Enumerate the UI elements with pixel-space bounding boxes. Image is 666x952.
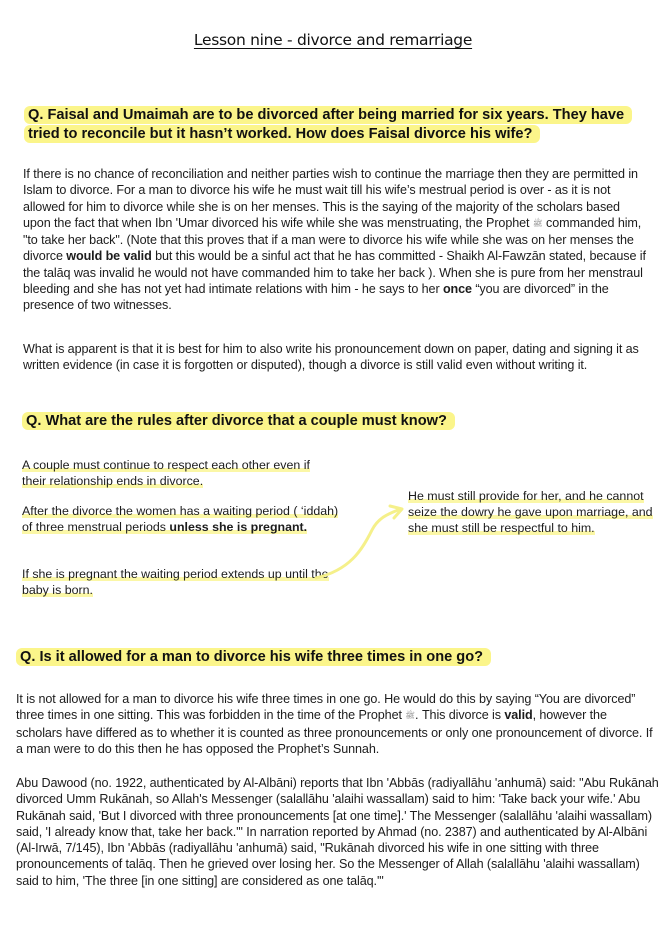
answer-1-paragraph-1: If there is no chance of reconciliation and neither parties wish to continue the marriage then they are permitted in Islam to divorce. For a man to divorce his wife he must wait till his wife’s mestrual period is over - as it is not allowed for him to divorce while she is on her menses. This is the saying of the majority of the scholars based upon the fact that when Ibn 'Umar divorced his wife while she was menstruating, the Prophet ﷺ commanded him, "to take her back". (Note that this proves that if a man were to divorce his wife while she was on her menses the divorce would be valid but this would be a sinful act that he has committed - Shaikh Al-Fawzān stated, because if the talāq was invalid he would not have commanded him to take her back ). When she is pure from her menstraul bleeding and she has not yet had intimate relations with him - he says to her once “you are divorced” in the presence of two witnesses. — [23, 167, 646, 313]
question-3 — [16, 648, 656, 667]
rule-note-iddah: After the divorce the women has a waiting period ( ‘iddah) of three menstrual periods unless she is pregnant. — [22, 504, 339, 534]
rule-note-respect: A couple must continue to respect each other even if their relationship ends in divorce. — [22, 458, 310, 488]
emphasis-unless-pregnant: unless she is pregnant. — [169, 520, 308, 534]
emphasis-would-be-valid: would be valid — [66, 249, 152, 264]
answer-1-paragraph-2: What is apparent is that it is best for him to also write his pronouncement down on paper, dating and signing it as written evidence (in case it is forgotten or disputed), though a divorce is still valid even without writing it. — [23, 342, 639, 373]
emphasis-valid: valid — [504, 708, 533, 723]
pbuh-symbol-icon: ﷺ — [532, 218, 543, 228]
rule-note-provide: He must still provide for her, and he cannot seize the dowry he gave upon marriage, and she must still be respectful to him. — [408, 489, 653, 535]
pbuh-symbol-icon: ﷺ — [405, 711, 415, 721]
answer-3-paragraph-1: It is not allowed for a man to divorce his wife three times in one go. He would do this by saying “You are divorced” three times in one sitting. This was forbidden in the time of the Prophet ﷺ. This divorce is valid, however the scholars have differed as to whether it is counted as three pronouncements or only one pronouncement of divorce. If a man were to do this then he has opposed the Prophet’s Sunnah. — [16, 692, 653, 756]
emphasis-once: once — [442, 282, 472, 297]
question-2-text: Q. What are the rules after divorce that a couple must know? — [22, 412, 455, 430]
arrow-connector-icon — [310, 500, 410, 590]
answer-3-paragraph-2: Abu Dawood (no. 1922, authenticated by Al-Albāni) reports that Ibn 'Abbās (radiyallāhu 'anhumā) said: "Abu Rukānah divorced Umm Rukānah, so Allah's Messenger (salallāhu 'alaihi wassallam) said to him: 'Take back your wife.' Abu Rukānah said, 'But I divorced with three pronouncements [at one time].' The Messenger (salallāhu 'alaihi wassallam) said, 'I already know that, take her back.'" In narration reported by Ahmad (no. 2387) and authenticated by Al-Albāni (Al-Irwā, 7/145), Ibn 'Abbās (radiyallāhu 'anhumā) said, "Rukānah divorced his wife in one sitting with three pronouncements of talāq. Then he grieved over losing her. So the Messenger of Allah (salallāhu 'alaihi wassallam) said to him, 'The three [in one sitting] are considered as one talāq.'" — [16, 776, 659, 888]
question-1 — [24, 106, 654, 144]
question-1-text: Q. Faisal and Umaimah are to be divorced after being married for six years. They have tried to reconcile but it hasn’t worked. How does Faisal divorce his wife? — [24, 106, 632, 143]
question-3-text: Q. Is it allowed for a man to divorce his wife three times in one go? — [16, 648, 491, 666]
lesson-title: Lesson nine - divorce and remarriage — [193, 31, 473, 49]
question-2 — [22, 412, 652, 431]
rule-note-pregnant: If she is pregnant the waiting period extends up until the baby is born. — [22, 567, 329, 597]
